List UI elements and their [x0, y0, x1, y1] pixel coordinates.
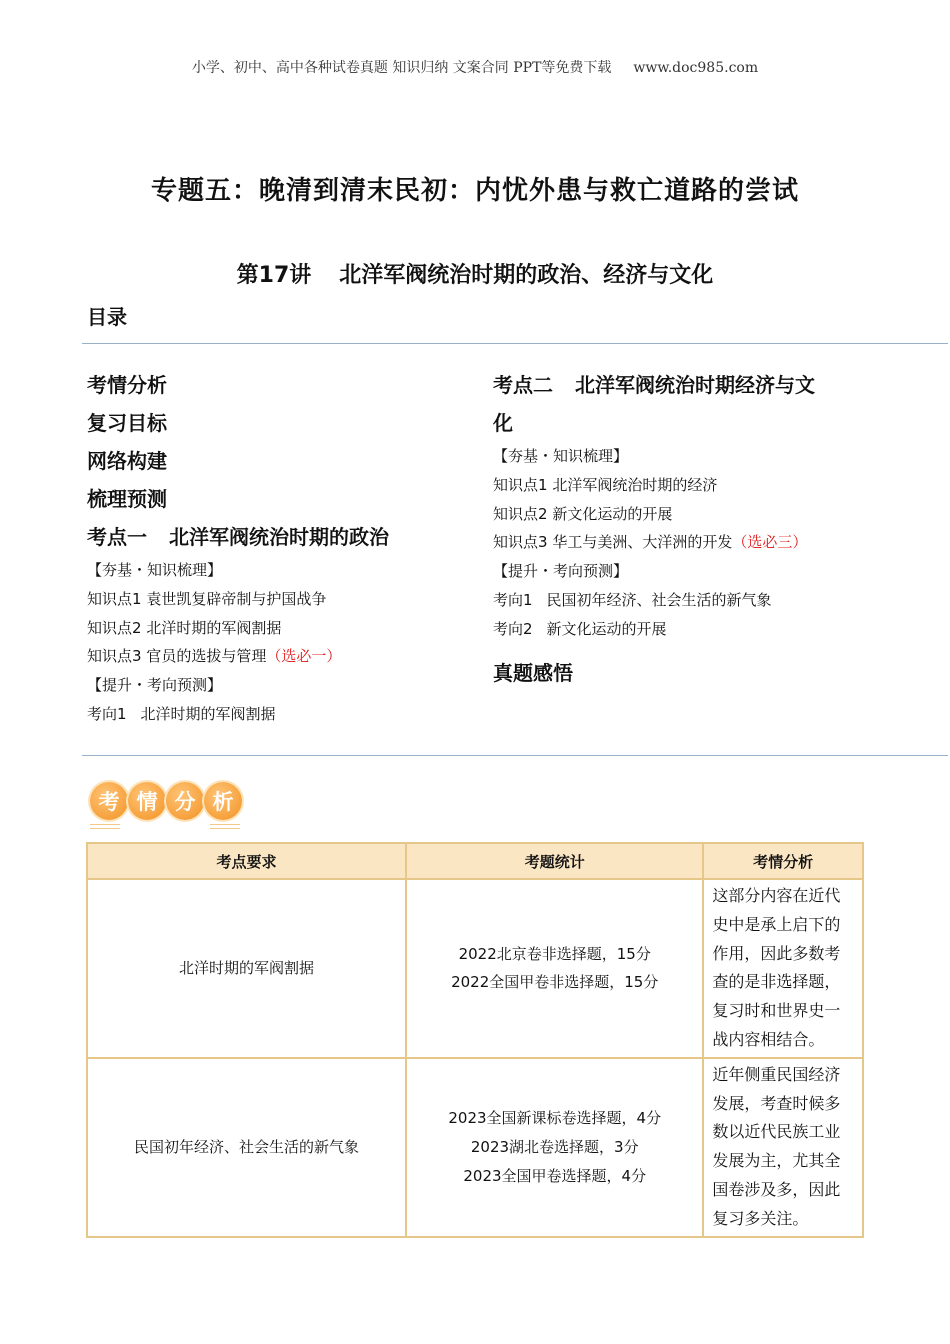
lecture-title — [0, 258, 950, 289]
direction-label: 考向1 — [493, 590, 533, 609]
stat-line: 2023全国甲卷选择题，4分 — [463, 1166, 647, 1185]
toc-knowledge-2[interactable] — [87, 614, 467, 643]
toc-knowledge-3[interactable] — [87, 642, 467, 671]
toc-direction-1[interactable] — [493, 586, 873, 615]
knowledge-text: 官员的选拔与管理 — [146, 647, 267, 666]
analysis-cell: 近年侧重民国经济发展，考查时候多数以近代民族工业发展为主，尤其全国卷涉及多，因此复习多关注。 — [703, 1058, 863, 1237]
lecture-topic: 北洋军阀统治时期的政治、经济与文化 — [339, 263, 714, 288]
divider-bottom — [82, 755, 948, 756]
divider-top — [82, 343, 948, 344]
toc-knowledge-3[interactable] — [493, 528, 873, 557]
toc-left-column — [87, 366, 467, 729]
knowledge-label: 知识点2 — [493, 504, 548, 523]
requirement-cell: 民国初年经济、社会生活的新气象 — [87, 1058, 406, 1237]
badge-underline — [90, 824, 120, 829]
stat-line: 2022北京卷非选择题，15分 — [458, 944, 651, 963]
column-header: 考题统计 — [406, 843, 703, 879]
table-row — [87, 1058, 863, 1237]
table-header-row — [87, 843, 863, 879]
toc-section-advance[interactable]: 【提升・考向预测】 — [87, 676, 223, 695]
stats-cell — [406, 879, 703, 1058]
toc-point-one[interactable] — [87, 518, 467, 556]
knowledge-label: 知识点1 — [493, 475, 548, 494]
knowledge-label: 知识点1 — [87, 589, 142, 608]
toc-right-column — [493, 366, 873, 692]
badge-underline — [210, 824, 240, 829]
toc-point-two[interactable] — [493, 366, 873, 442]
requirement-cell: 北洋时期的军阀割据 — [87, 879, 406, 1058]
point-one-title: 北洋军阀统治时期的政治 — [169, 525, 389, 549]
point-one-label: 考点一 — [87, 525, 147, 549]
knowledge-label: 知识点2 — [87, 618, 142, 637]
toc-section-basics[interactable]: 【夯基・知识梳理】 — [493, 447, 629, 465]
toc-item-analysis[interactable]: 考情分析 — [87, 373, 167, 397]
point-two-label: 考点二 — [493, 373, 553, 397]
direction-text: 北洋时期的军阀割据 — [140, 704, 276, 723]
point-two-title: 北洋军阀统治时期经济与文 — [575, 373, 815, 397]
toc-item-real-exam[interactable]: 真题感悟 — [493, 660, 573, 685]
stat-line: 2022全国甲卷非选择题，15分 — [451, 973, 659, 992]
stats-cell — [406, 1058, 703, 1237]
stat-line: 2023湖北卷选择题，3分 — [470, 1137, 639, 1156]
toc-item-network[interactable]: 网络构建 — [87, 449, 167, 473]
header-url[interactable]: www.doc985.com — [633, 60, 759, 76]
column-header: 考点要求 — [87, 843, 406, 879]
elective-tag: （选必一） — [266, 647, 342, 666]
badge-circle: 分 — [166, 782, 204, 820]
toc-direction-2[interactable] — [493, 615, 873, 644]
knowledge-text: 新文化运动的开展 — [552, 504, 673, 523]
page-title: 专题五：晚清到清末民初：内忧外患与救亡道路的尝试 — [150, 176, 799, 206]
badge-circle: 析 — [204, 782, 242, 820]
lecture-number: 第17讲 — [236, 263, 312, 288]
toc-direction-1[interactable] — [87, 700, 467, 729]
knowledge-text: 北洋军阀统治时期的经济 — [552, 475, 718, 494]
section-badge — [86, 778, 246, 834]
toc-item-review[interactable]: 梳理预测 — [87, 487, 167, 511]
elective-tag: （选必三） — [732, 533, 808, 552]
header-text: 小学、初中、高中各种试卷真题 知识归纳 文案合同 PPT等免费下载 — [191, 60, 612, 76]
toc-heading: 目录 — [87, 305, 127, 329]
knowledge-text: 北洋时期的军阀割据 — [146, 618, 282, 637]
toc-knowledge-2[interactable] — [493, 500, 873, 529]
knowledge-text: 袁世凯复辟帝制与护国战争 — [146, 589, 327, 608]
toc-section-advance[interactable]: 【提升・考向预测】 — [493, 562, 629, 581]
knowledge-text: 华工与美洲、大洋洲的开发 — [552, 533, 733, 552]
table-row — [87, 879, 863, 1058]
toc-item-goals[interactable]: 复习目标 — [87, 411, 167, 435]
exam-analysis-table — [86, 842, 864, 1238]
toc-knowledge-1[interactable] — [493, 471, 873, 500]
badge-circle: 考 — [90, 782, 128, 820]
direction-label: 考向2 — [493, 619, 533, 638]
stat-line: 2023全国新课标卷选择题，4分 — [448, 1108, 662, 1127]
toc-knowledge-1[interactable] — [87, 585, 467, 614]
badge-circle: 情 — [128, 782, 166, 820]
knowledge-label: 知识点3 — [493, 533, 548, 552]
page-header — [0, 57, 950, 77]
column-header: 考情分析 — [703, 843, 863, 879]
direction-label: 考向1 — [87, 704, 127, 723]
direction-text: 民国初年经济、社会生活的新气象 — [546, 590, 772, 609]
analysis-cell: 这部分内容在近代史中是承上启下的作用，因此多数考查的是非选择题，复习时和世界史一战内容相结合。 — [703, 879, 863, 1058]
point-two-title-cont: 化 — [493, 411, 513, 435]
direction-text: 新文化运动的开展 — [546, 619, 667, 638]
knowledge-label: 知识点3 — [87, 647, 142, 666]
toc-section-basics[interactable]: 【夯基・知识梳理】 — [87, 561, 223, 579]
